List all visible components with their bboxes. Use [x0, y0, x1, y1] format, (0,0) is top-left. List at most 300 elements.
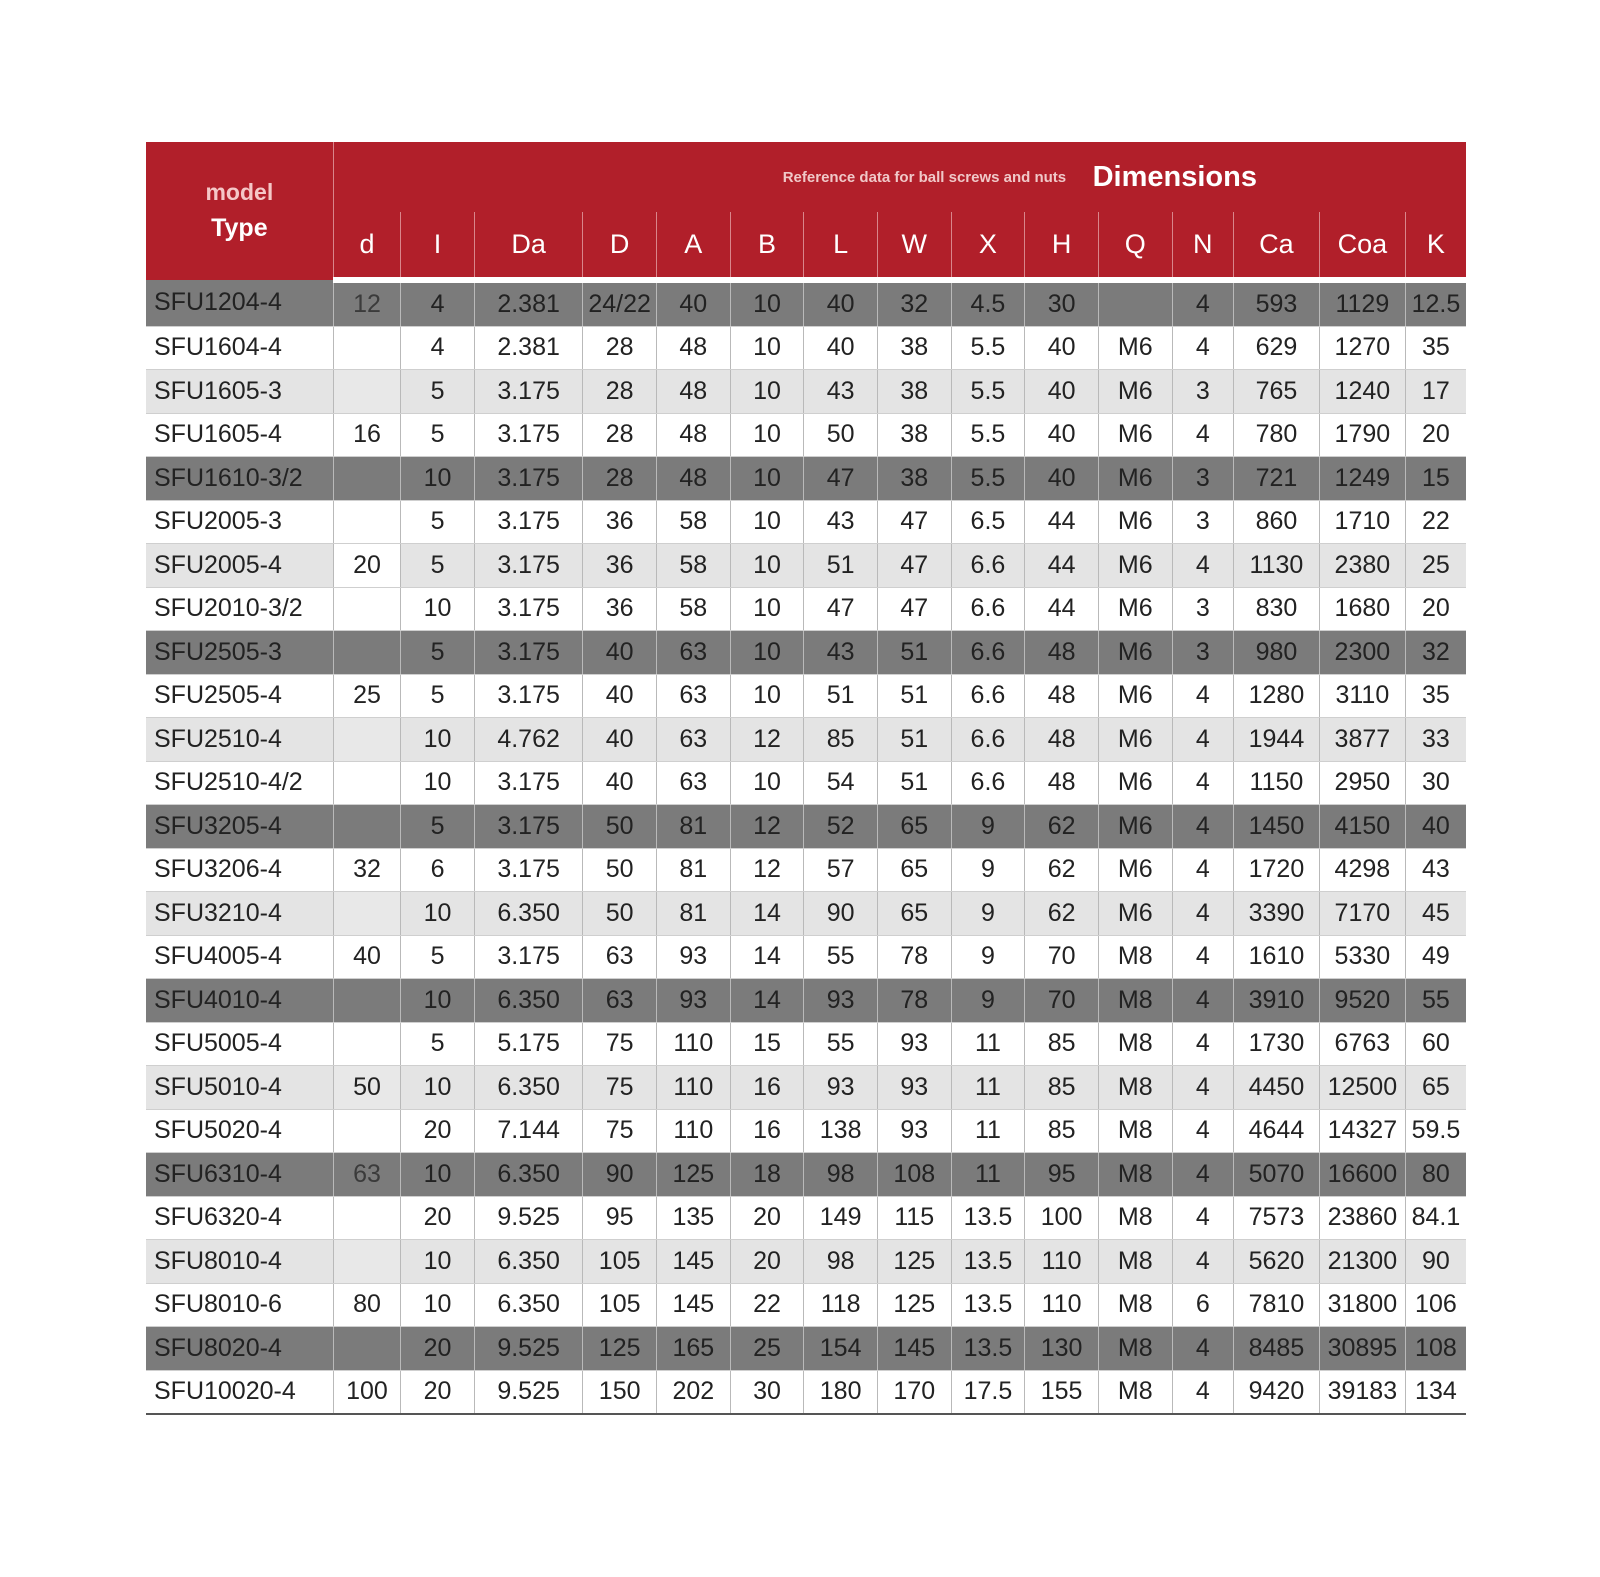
cell-l: 50 [804, 413, 878, 457]
cell-ca: 1944 [1233, 718, 1319, 762]
cell-d: 28 [583, 413, 657, 457]
cell-l: 93 [804, 1066, 878, 1110]
table-row [146, 935, 1466, 979]
cell-l: 43 [804, 370, 878, 414]
cell-ca: 721 [1233, 457, 1319, 501]
cell-l: 180 [804, 1370, 878, 1414]
cell-ca: 1730 [1233, 1022, 1319, 1066]
cell-w: 78 [877, 979, 951, 1023]
cell-q: M8 [1098, 979, 1172, 1023]
cell-ca: 1130 [1233, 544, 1319, 588]
cell-q: M8 [1098, 935, 1172, 979]
cell-x: 9 [951, 805, 1025, 849]
table-row [146, 326, 1466, 370]
cell-w: 93 [877, 1022, 951, 1066]
column-header-n: N [1172, 212, 1233, 280]
cell-k: 15 [1405, 457, 1466, 501]
cell-d [333, 892, 401, 936]
cell-da: 3.175 [474, 631, 582, 675]
cell-k: 134 [1405, 1370, 1466, 1414]
cell-b: 10 [730, 413, 804, 457]
cell-d: 16 [333, 413, 401, 457]
cell-k: 35 [1405, 674, 1466, 718]
cell-d: 80 [333, 1283, 401, 1327]
cell-l: 118 [804, 1283, 878, 1327]
cell-k: 12.5 [1405, 280, 1466, 326]
cell-q: M6 [1098, 457, 1172, 501]
cell-h: 130 [1025, 1327, 1099, 1371]
cell-k: 60 [1405, 1022, 1466, 1066]
cell-q: M6 [1098, 544, 1172, 588]
cell-w: 32 [877, 280, 951, 326]
cell-type: SFU5020-4 [146, 1109, 333, 1153]
cell-n: 3 [1172, 500, 1233, 544]
cell-d: 75 [583, 1109, 657, 1153]
cell-d [333, 805, 401, 849]
table-row [146, 1066, 1466, 1110]
cell-ca: 593 [1233, 280, 1319, 326]
cell-k: 40 [1405, 805, 1466, 849]
table-row [146, 1327, 1466, 1371]
cell-w: 65 [877, 848, 951, 892]
cell-i: 4 [401, 280, 475, 326]
cell-da: 3.175 [474, 544, 582, 588]
cell-x: 5.5 [951, 457, 1025, 501]
cell-a: 93 [656, 935, 730, 979]
cell-d: 50 [583, 805, 657, 849]
cell-ca: 8485 [1233, 1327, 1319, 1371]
cell-a: 110 [656, 1066, 730, 1110]
cell-a: 202 [656, 1370, 730, 1414]
cell-da: 6.350 [474, 1240, 582, 1284]
cell-l: 57 [804, 848, 878, 892]
cell-type: SFU1610-3/2 [146, 457, 333, 501]
cell-type: SFU8010-4 [146, 1240, 333, 1284]
cell-coa: 1240 [1319, 370, 1405, 414]
cell-n: 4 [1172, 1066, 1233, 1110]
cell-k: 30 [1405, 761, 1466, 805]
cell-x: 9 [951, 979, 1025, 1023]
cell-k: 20 [1405, 413, 1466, 457]
cell-d: 75 [583, 1066, 657, 1110]
cell-i: 5 [401, 370, 475, 414]
cell-w: 47 [877, 500, 951, 544]
cell-type: SFU8010-6 [146, 1283, 333, 1327]
cell-q: M6 [1098, 587, 1172, 631]
cell-da: 9.525 [474, 1327, 582, 1371]
cell-a: 48 [656, 457, 730, 501]
reference-note: Reference data for ball screws and nuts [782, 168, 1067, 186]
cell-d [333, 1240, 401, 1284]
cell-q: M8 [1098, 1370, 1172, 1414]
cell-n: 4 [1172, 979, 1233, 1023]
cell-type: SFU6310-4 [146, 1153, 333, 1197]
column-header-h: H [1025, 212, 1099, 280]
column-header-coa: Coa [1319, 212, 1405, 280]
cell-h: 44 [1025, 587, 1099, 631]
cell-w: 65 [877, 805, 951, 849]
cell-l: 55 [804, 935, 878, 979]
cell-b: 15 [730, 1022, 804, 1066]
cell-d [333, 1022, 401, 1066]
cell-i: 5 [401, 935, 475, 979]
cell-d: 95 [583, 1196, 657, 1240]
cell-da: 7.144 [474, 1109, 582, 1153]
cell-d: 36 [583, 587, 657, 631]
cell-l: 47 [804, 587, 878, 631]
cell-l: 85 [804, 718, 878, 762]
cell-x: 17.5 [951, 1370, 1025, 1414]
cell-q: M6 [1098, 413, 1172, 457]
cell-h: 40 [1025, 413, 1099, 457]
cell-d [333, 500, 401, 544]
cell-l: 43 [804, 631, 878, 675]
cell-l: 47 [804, 457, 878, 501]
cell-q: M6 [1098, 326, 1172, 370]
column-header-k: K [1405, 212, 1466, 280]
cell-k: 32 [1405, 631, 1466, 675]
cell-a: 63 [656, 674, 730, 718]
cell-q [1098, 280, 1172, 326]
cell-coa: 30895 [1319, 1327, 1405, 1371]
table-row [146, 761, 1466, 805]
cell-d [333, 631, 401, 675]
table-row [146, 1109, 1466, 1153]
cell-k: 17 [1405, 370, 1466, 414]
cell-w: 51 [877, 761, 951, 805]
cell-x: 13.5 [951, 1327, 1025, 1371]
cell-i: 10 [401, 457, 475, 501]
cell-b: 14 [730, 935, 804, 979]
cell-d [333, 587, 401, 631]
cell-x: 6.6 [951, 718, 1025, 762]
column-header-da: Da [474, 212, 582, 280]
cell-h: 155 [1025, 1370, 1099, 1414]
cell-q: M6 [1098, 892, 1172, 936]
ball-screw-spec-table [146, 142, 1466, 1415]
cell-a: 125 [656, 1153, 730, 1197]
cell-n: 3 [1172, 631, 1233, 675]
column-header-q: Q [1098, 212, 1172, 280]
cell-ca: 7810 [1233, 1283, 1319, 1327]
cell-h: 62 [1025, 805, 1099, 849]
cell-coa: 14327 [1319, 1109, 1405, 1153]
cell-a: 81 [656, 848, 730, 892]
cell-da: 4.762 [474, 718, 582, 762]
cell-x: 6.6 [951, 544, 1025, 588]
cell-a: 58 [656, 587, 730, 631]
cell-q: M6 [1098, 805, 1172, 849]
cell-type: SFU1605-4 [146, 413, 333, 457]
type-label: Type [211, 214, 268, 242]
cell-ca: 780 [1233, 413, 1319, 457]
cell-coa: 1790 [1319, 413, 1405, 457]
cell-d: 75 [583, 1022, 657, 1066]
cell-x: 6.6 [951, 587, 1025, 631]
dimensions-title: Dimensions [1092, 160, 1257, 193]
cell-w: 65 [877, 892, 951, 936]
cell-type: SFU1605-3 [146, 370, 333, 414]
cell-type: SFU5005-4 [146, 1022, 333, 1066]
cell-q: M6 [1098, 631, 1172, 675]
column-header-d: d [333, 212, 401, 280]
cell-d: 105 [583, 1240, 657, 1284]
cell-k: 25 [1405, 544, 1466, 588]
cell-b: 10 [730, 326, 804, 370]
cell-d: 32 [333, 848, 401, 892]
cell-n: 4 [1172, 1153, 1233, 1197]
cell-a: 48 [656, 370, 730, 414]
cell-da: 6.350 [474, 1153, 582, 1197]
model-label: model [205, 179, 274, 205]
dimensions-header [333, 142, 1466, 212]
cell-b: 25 [730, 1327, 804, 1371]
table-body [146, 280, 1466, 1414]
cell-x: 13.5 [951, 1240, 1025, 1284]
cell-l: 90 [804, 892, 878, 936]
cell-a: 81 [656, 892, 730, 936]
cell-i: 10 [401, 761, 475, 805]
cell-b: 20 [730, 1240, 804, 1284]
cell-d: 63 [333, 1153, 401, 1197]
cell-type: SFU2005-3 [146, 500, 333, 544]
cell-ca: 7573 [1233, 1196, 1319, 1240]
cell-coa: 21300 [1319, 1240, 1405, 1284]
cell-q: M8 [1098, 1196, 1172, 1240]
cell-d: 50 [583, 892, 657, 936]
cell-da: 5.175 [474, 1022, 582, 1066]
table-row [146, 979, 1466, 1023]
cell-n: 4 [1172, 935, 1233, 979]
table-row [146, 1370, 1466, 1414]
table-row [146, 1196, 1466, 1240]
cell-da: 2.381 [474, 326, 582, 370]
cell-l: 51 [804, 674, 878, 718]
table-header [146, 142, 1466, 280]
cell-type: SFU2505-3 [146, 631, 333, 675]
cell-coa: 1710 [1319, 500, 1405, 544]
cell-ca: 629 [1233, 326, 1319, 370]
cell-h: 100 [1025, 1196, 1099, 1240]
cell-k: 90 [1405, 1240, 1466, 1284]
cell-h: 48 [1025, 718, 1099, 762]
cell-w: 51 [877, 718, 951, 762]
cell-a: 58 [656, 500, 730, 544]
cell-d: 40 [583, 761, 657, 805]
cell-l: 93 [804, 979, 878, 1023]
cell-da: 3.175 [474, 413, 582, 457]
cell-d [333, 979, 401, 1023]
cell-ca: 4644 [1233, 1109, 1319, 1153]
cell-da: 3.175 [474, 500, 582, 544]
table-row [146, 631, 1466, 675]
cell-k: 45 [1405, 892, 1466, 936]
cell-w: 47 [877, 544, 951, 588]
cell-i: 20 [401, 1370, 475, 1414]
cell-type: SFU2005-4 [146, 544, 333, 588]
cell-ca: 1450 [1233, 805, 1319, 849]
table-row [146, 370, 1466, 414]
cell-x: 6.5 [951, 500, 1025, 544]
cell-i: 5 [401, 805, 475, 849]
cell-x: 6.6 [951, 631, 1025, 675]
cell-k: 108 [1405, 1327, 1466, 1371]
cell-i: 10 [401, 718, 475, 762]
cell-i: 10 [401, 1153, 475, 1197]
cell-d: 40 [583, 718, 657, 762]
cell-h: 44 [1025, 500, 1099, 544]
cell-k: 22 [1405, 500, 1466, 544]
table-row [146, 413, 1466, 457]
table-row [146, 1240, 1466, 1284]
cell-b: 20 [730, 1196, 804, 1240]
cell-b: 18 [730, 1153, 804, 1197]
cell-type: SFU1204-4 [146, 280, 333, 326]
cell-q: M8 [1098, 1153, 1172, 1197]
cell-b: 10 [730, 280, 804, 326]
cell-a: 40 [656, 280, 730, 326]
cell-l: 154 [804, 1327, 878, 1371]
cell-ca: 830 [1233, 587, 1319, 631]
cell-l: 55 [804, 1022, 878, 1066]
cell-x: 11 [951, 1066, 1025, 1110]
table-row [146, 457, 1466, 501]
cell-x: 5.5 [951, 413, 1025, 457]
cell-l: 98 [804, 1153, 878, 1197]
cell-ca: 1610 [1233, 935, 1319, 979]
cell-h: 85 [1025, 1066, 1099, 1110]
cell-b: 22 [730, 1283, 804, 1327]
cell-coa: 2380 [1319, 544, 1405, 588]
cell-coa: 16600 [1319, 1153, 1405, 1197]
cell-n: 4 [1172, 718, 1233, 762]
cell-d: 40 [333, 935, 401, 979]
table-row [146, 674, 1466, 718]
cell-w: 38 [877, 413, 951, 457]
cell-x: 6.6 [951, 674, 1025, 718]
cell-n: 4 [1172, 1327, 1233, 1371]
cell-h: 30 [1025, 280, 1099, 326]
cell-da: 3.175 [474, 370, 582, 414]
cell-type: SFU2010-3/2 [146, 587, 333, 631]
cell-d: 24/22 [583, 280, 657, 326]
table-row [146, 1022, 1466, 1066]
cell-w: 108 [877, 1153, 951, 1197]
cell-da: 6.350 [474, 892, 582, 936]
table-row [146, 718, 1466, 762]
cell-h: 40 [1025, 370, 1099, 414]
cell-n: 4 [1172, 1022, 1233, 1066]
cell-d [333, 1109, 401, 1153]
cell-h: 62 [1025, 848, 1099, 892]
cell-n: 4 [1172, 848, 1233, 892]
cell-x: 5.5 [951, 326, 1025, 370]
cell-b: 10 [730, 761, 804, 805]
cell-x: 11 [951, 1109, 1025, 1153]
cell-h: 44 [1025, 544, 1099, 588]
cell-w: 38 [877, 457, 951, 501]
cell-i: 4 [401, 326, 475, 370]
cell-b: 12 [730, 805, 804, 849]
cell-b: 10 [730, 674, 804, 718]
cell-coa: 4298 [1319, 848, 1405, 892]
cell-d [333, 1327, 401, 1371]
cell-coa: 31800 [1319, 1283, 1405, 1327]
cell-h: 70 [1025, 979, 1099, 1023]
cell-w: 38 [877, 326, 951, 370]
cell-b: 30 [730, 1370, 804, 1414]
cell-a: 48 [656, 326, 730, 370]
table-row [146, 500, 1466, 544]
cell-l: 43 [804, 500, 878, 544]
cell-a: 81 [656, 805, 730, 849]
cell-i: 10 [401, 587, 475, 631]
cell-coa: 9520 [1319, 979, 1405, 1023]
cell-d: 50 [333, 1066, 401, 1110]
column-header-d: D [583, 212, 657, 280]
table-row [146, 848, 1466, 892]
cell-d: 28 [583, 457, 657, 501]
cell-n: 4 [1172, 326, 1233, 370]
column-header-w: W [877, 212, 951, 280]
cell-da: 3.175 [474, 761, 582, 805]
column-header-x: X [951, 212, 1025, 280]
cell-a: 110 [656, 1022, 730, 1066]
cell-k: 20 [1405, 587, 1466, 631]
cell-k: 33 [1405, 718, 1466, 762]
cell-l: 40 [804, 280, 878, 326]
cell-i: 6 [401, 848, 475, 892]
cell-h: 40 [1025, 326, 1099, 370]
cell-coa: 4150 [1319, 805, 1405, 849]
cell-d: 28 [583, 370, 657, 414]
cell-da: 9.525 [474, 1196, 582, 1240]
cell-w: 47 [877, 587, 951, 631]
cell-d [333, 1196, 401, 1240]
cell-b: 16 [730, 1066, 804, 1110]
cell-type: SFU2510-4/2 [146, 761, 333, 805]
cell-d: 40 [583, 631, 657, 675]
column-header-b: B [730, 212, 804, 280]
cell-a: 165 [656, 1327, 730, 1371]
table-row [146, 587, 1466, 631]
column-header-i: I [401, 212, 475, 280]
cell-b: 16 [730, 1109, 804, 1153]
cell-x: 11 [951, 1153, 1025, 1197]
cell-h: 70 [1025, 935, 1099, 979]
cell-x: 13.5 [951, 1283, 1025, 1327]
cell-da: 6.350 [474, 979, 582, 1023]
cell-q: M6 [1098, 674, 1172, 718]
table-row [146, 280, 1466, 326]
cell-da: 3.175 [474, 587, 582, 631]
cell-n: 6 [1172, 1283, 1233, 1327]
cell-n: 4 [1172, 544, 1233, 588]
cell-n: 4 [1172, 1370, 1233, 1414]
cell-x: 11 [951, 1022, 1025, 1066]
cell-x: 4.5 [951, 280, 1025, 326]
cell-n: 3 [1172, 457, 1233, 501]
cell-coa: 23860 [1319, 1196, 1405, 1240]
cell-d: 150 [583, 1370, 657, 1414]
cell-n: 4 [1172, 1109, 1233, 1153]
cell-da: 3.175 [474, 935, 582, 979]
cell-q: M6 [1098, 761, 1172, 805]
cell-h: 48 [1025, 674, 1099, 718]
cell-coa: 5330 [1319, 935, 1405, 979]
column-header-a: A [656, 212, 730, 280]
cell-i: 20 [401, 1327, 475, 1371]
